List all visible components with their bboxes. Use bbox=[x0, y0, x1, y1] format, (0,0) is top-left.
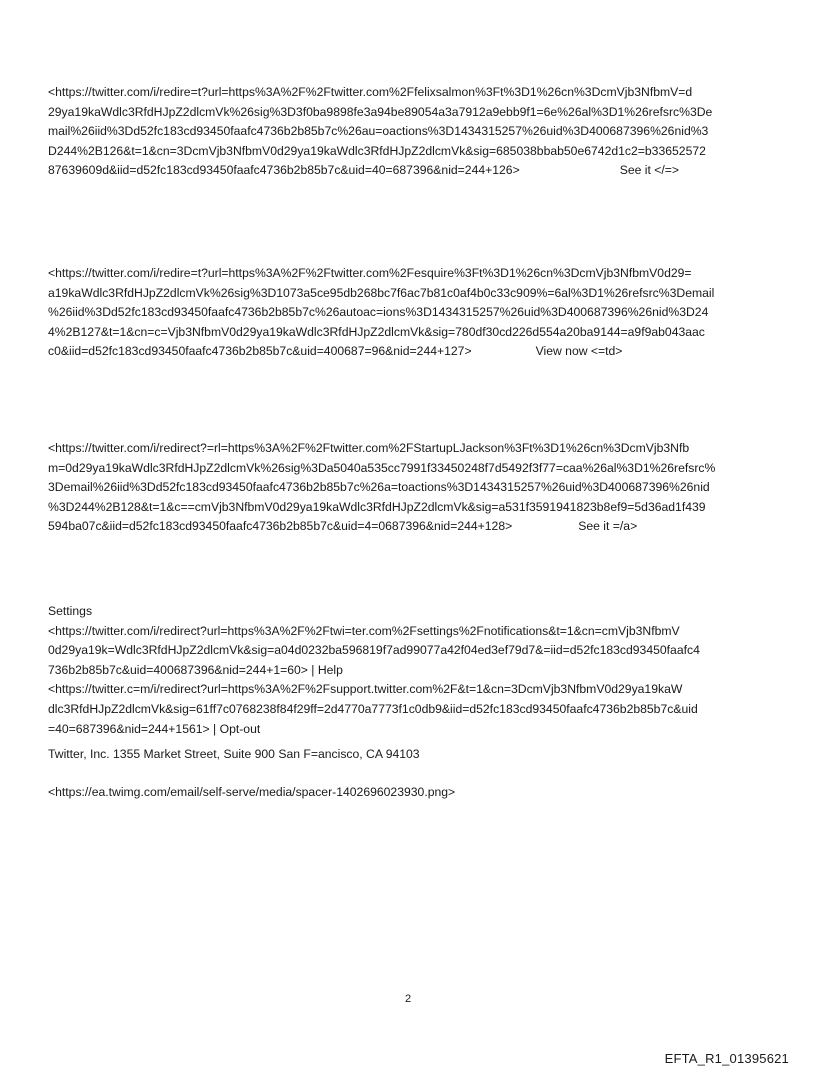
opt-out-line[interactable]: =40=687396&nid=244+1561> | Opt-out bbox=[48, 721, 261, 736]
page-number: 2 bbox=[404, 993, 412, 1005]
url-line[interactable]: D244%2B126&t=1&cn=3DcmVjb3NfbmV0d29ya19kaWdlc3RfdHJpZ2dlcmVk&sig=685038bbab50e6742d1c2=b33652572 bbox=[48, 143, 706, 158]
url-line[interactable]: <https://twitter.com/i/redire=t?url=https%3A%2F%2Ftwitter.com%2Fesquire%3Ft%3D1%26cn%3DcmVjb3NfbmV0d29= bbox=[48, 266, 692, 280]
url-line[interactable]: 4%2B127&t=1&cn=c=Vjb3NfbmV0d29ya19kaWdlc3RfdHJpZ2dlcmVk&sig=780df30cd226d554a20ba9144=a9f9ab043aac bbox=[48, 324, 705, 339]
bates-number: EFTA_R1_01395621 bbox=[664, 1051, 789, 1066]
recommendation-link-block-2 bbox=[48, 264, 772, 362]
url-last-line-row bbox=[48, 517, 772, 537]
settings-url-line[interactable]: 0d29ya19k=Wdlc3RfdHJpZ2dlcmVk&sig=a04d0232ba596819f7ad99077a42f04ed3ef79d7&=iid=d52fc183cd93450faafc4 bbox=[48, 643, 700, 658]
url-last-line-row bbox=[48, 161, 772, 181]
url-line[interactable]: 594ba07c&iid=d52fc183cd93450faafc4736b2b85b7c&uid=4=0687396&nid=244+128> bbox=[48, 519, 513, 534]
url-line[interactable]: <https://twitter.com/i/redire=t?url=https%3A%2F%2Ftwitter.com%2Ffelixsalmon%3Ft%3D1%26cn%3DcmVjb3NfbmV=d bbox=[48, 85, 693, 99]
url-line[interactable]: mail%26iid%3Dd52fc183cd93450faafc4736b2b85b7c%26au=oactions%3D1434315257%26uid%3D400687396%26nid%3 bbox=[48, 124, 709, 139]
view-now-link[interactable]: View now <=td> bbox=[535, 344, 623, 359]
url-line[interactable]: 3Demail%26iid%3Dd52fc183cd93450faafc4736b2b85b7c%26a=toactions%3D1434315257%26uid%3D400687396%26nid bbox=[48, 480, 710, 495]
see-it-link[interactable]: See it =/a> bbox=[578, 519, 638, 534]
url-line[interactable]: <https://twitter.com/i/redirect?=rl=https%3A%2F%2Ftwitter.com%2FStartupLJackson%3Ft%3D1%26cn%3DcmVjb3Nfb bbox=[48, 441, 690, 455]
see-it-link[interactable]: See it </=> bbox=[619, 163, 679, 178]
help-url-line[interactable]: dlc3RfdHJpZ2dlcmVk&sig=61ff7c0768238f84f29ff=2d4770a7773f1c0db9&iid=d52fc183cd93450faafc4736b2b85b7c&uid bbox=[48, 701, 698, 716]
help-url-line[interactable]: <https://twitter.c=m/i/redirect?url=https%3A%2F%2Fsupport.twitter.com%2F&t=1&cn=3DcmVjb3NfbmV0d29ya19kaW bbox=[48, 682, 683, 697]
url-line[interactable]: %26iid%3Dd52fc183cd93450faafc4736b2b85b7c%26autoac=ions%3D1434315257%26uid%3D400687396%26nid%3D24 bbox=[48, 305, 709, 320]
url-line[interactable]: m=0d29ya19kaWdlc3RfdHJpZ2dlcmVk%26sig%3Da5040a535cc7991f33450248f7d5492f3f77=caa%26al%3D1%26refsrc% bbox=[48, 460, 716, 475]
settings-url-line[interactable]: <https://twitter.com/i/redirect?url=https%3A%2F%2Ftwi=ter.com%2Fsettings%2Fnotifications&t=1&cn=cmVjb3NfbmV bbox=[48, 623, 680, 638]
recommendation-link-block-1 bbox=[48, 83, 772, 181]
url-line[interactable]: a19kaWdlc3RfdHJpZ2dlcmVk%26sig%3D1073a5ce95db268bc7f6ac7b81c0af4b0c33c909%=6al%3D1%26refsrc%3Demail bbox=[48, 285, 715, 300]
spacer-image-url: <https://ea.twimg.com/email/self-serve/media/spacer-1402696023930.png> bbox=[48, 785, 456, 799]
url-line[interactable]: c0&iid=d52fc183cd93450faafc4736b2b85b7c&uid=400687=96&nid=244+127> bbox=[48, 344, 472, 359]
help-line[interactable]: 736b2b85b7c&uid=400687396&nid=244+1=60> | Help bbox=[48, 662, 343, 677]
url-last-line-row bbox=[48, 342, 772, 362]
url-line[interactable]: %3D244%2B128&t=1&c==cmVjb3NfbmV0d29ya19kaWdlc3RfdHJpZ2dlcmVk&sig=a531f3591941823b8ef9=5d36ad1f439 bbox=[48, 499, 706, 514]
url-line[interactable]: 87639609d&iid=d52fc183cd93450faafc4736b2b85b7c&uid=40=687396&nid=244+126> bbox=[48, 163, 520, 178]
settings-block bbox=[48, 602, 772, 739]
recommendation-link-block-3 bbox=[48, 439, 772, 537]
settings-label[interactable]: Settings bbox=[48, 604, 93, 618]
url-line[interactable]: 29ya19kaWdlc3RfdHJpZ2dlcmVk%26sig%3D3f0ba9898fe3a94be89054a3a7912a9ebb9f1=6e%26al%3D1%26refsrc%3De bbox=[48, 104, 713, 119]
company-address: Twitter, Inc. 1355 Market Street, Suite 900 San F=ancisco, CA 94103 bbox=[48, 747, 420, 761]
